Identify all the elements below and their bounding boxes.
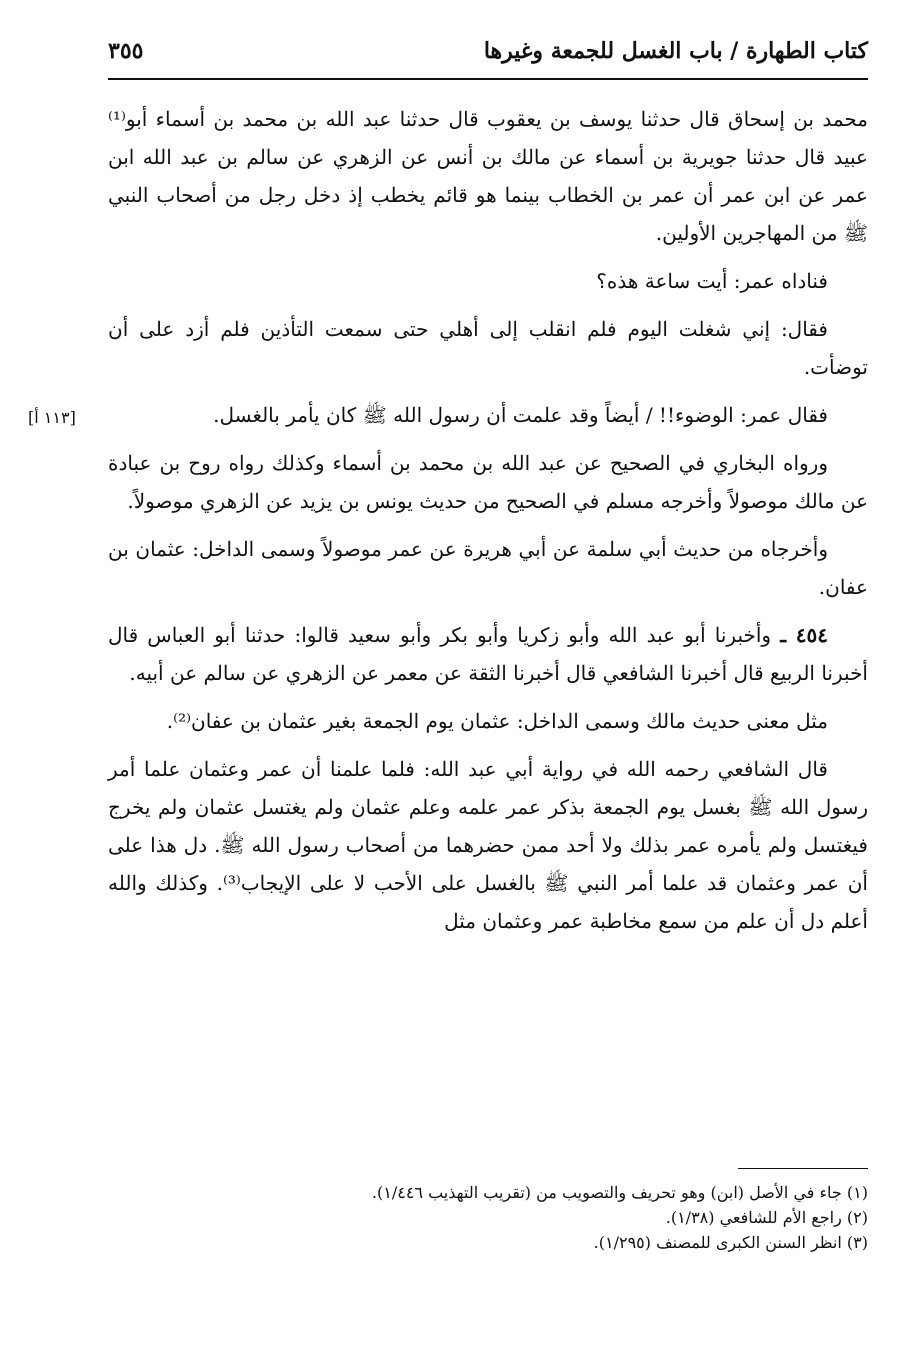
footnote-1: (١) جاء في الأصل (ابن) وهو تحريف والتصويب من (تقريب التهذيب ١/٤٤٦). [371, 1183, 868, 1202]
running-title: كتاب الطهارة / باب الغسل للجمعة وغيرها [483, 38, 868, 64]
footnote-3: (٣) انظر السنن الكبرى للمصنف (١/٢٩٥). [593, 1233, 868, 1252]
footnote-separator [738, 1168, 868, 1169]
header-rule [108, 78, 868, 80]
hadith-text: وأخبرنا أبو عبد الله وأبو زكريا وأبو بكر وأبو سعيد قالوا: حدثنا أبو العباس قال أخبرنا الربيع قال أخبرنا الشافعي قال أخبرنا الثقة عن معمر عن الزهري عن سالم عن أبيه. [108, 623, 868, 685]
margin-folio-note: [١١٣ أ] [28, 408, 76, 427]
paragraph-isnad: محمد بن إسحاق قال حدثنا يوسف بن يعقوب قال حدثنا عبد الله بن محمد بن أسماء أبو⁽¹⁾ عبيد قال حدثنا جويرية بن أسماء عن مالك بن أنس عن الزهري عن سالم بن عبد الله ابن عمر عن ابن عمر أن عمر بن الخطاب بينما هو قائم يخطب إذ دخل رجل من أصحاب النبي ﷺ من المهاجرين الأولين. [108, 107, 868, 245]
paragraph-shafii: قال الشافعي رحمه الله في رواية أبي عبد الله: فلما علمنا أن عمر وعثمان علما أمر رسول الله ﷺ بغسل يوم الجمعة بذكر عمر علمه وعلم عثمان ولم يغتسل عثمان ولم يخرج فيغتسل ولم يأمره عمر بذلك ولا أحد ممن حضرهما من أصحاب رسول الله ﷺ. دل هذا على أن عمر وعثمان قد علما أمر النبي ﷺ بالغسل على الأحب لا على الإيجاب⁽³⁾. وكذلك والله أعلم دل أن علم من سمع مخاطبة عمر وعثمان مثل [108, 757, 868, 933]
paragraph-abu-salama: وأخرجاه من حديث أبي سلمة عن أبي هريرة عن عمر موصولاً وسمى الداخل: عثمان بن عفان. [108, 537, 868, 599]
paragraph-umar-call: فناداه عمر: أيت ساعة هذه؟ [596, 269, 828, 293]
paragraph-malik-meaning: مثل معنى حديث مالك وسمى الداخل: عثمان يوم الجمعة بغير عثمان بن عفان⁽²⁾. [166, 709, 828, 733]
page-header [108, 38, 868, 74]
main-text [108, 100, 868, 950]
paragraph-bukhari: ورواه البخاري في الصحيح عن عبد الله بن محمد بن أسماء وكذلك رواه روح بن عبادة عن مالك موصولاً وأخرجه مسلم في الصحيح من حديث يونس بن يزيد عن الزهري موصولاً. [108, 451, 868, 513]
paragraph-reply: فقال: إني شغلت اليوم فلم انقلب إلى أهلي حتى سمعت التأذين فلم أزد على أن توضأت. [108, 317, 868, 379]
page-number: ٣٥٥ [108, 38, 144, 64]
paragraph-umar-wudu: فقال عمر: الوضوء!! / أيضاً وقد علمت أن رسول الله ﷺ كان يأمر بالغسل. [213, 403, 828, 427]
paragraph-hadith-454 [108, 616, 868, 692]
footnote-2: (٢) راجع الأم للشافعي (١/٣٨). [665, 1208, 868, 1227]
footnotes [108, 1180, 868, 1255]
hadith-number: ٤٥٤ ـ [780, 623, 829, 647]
